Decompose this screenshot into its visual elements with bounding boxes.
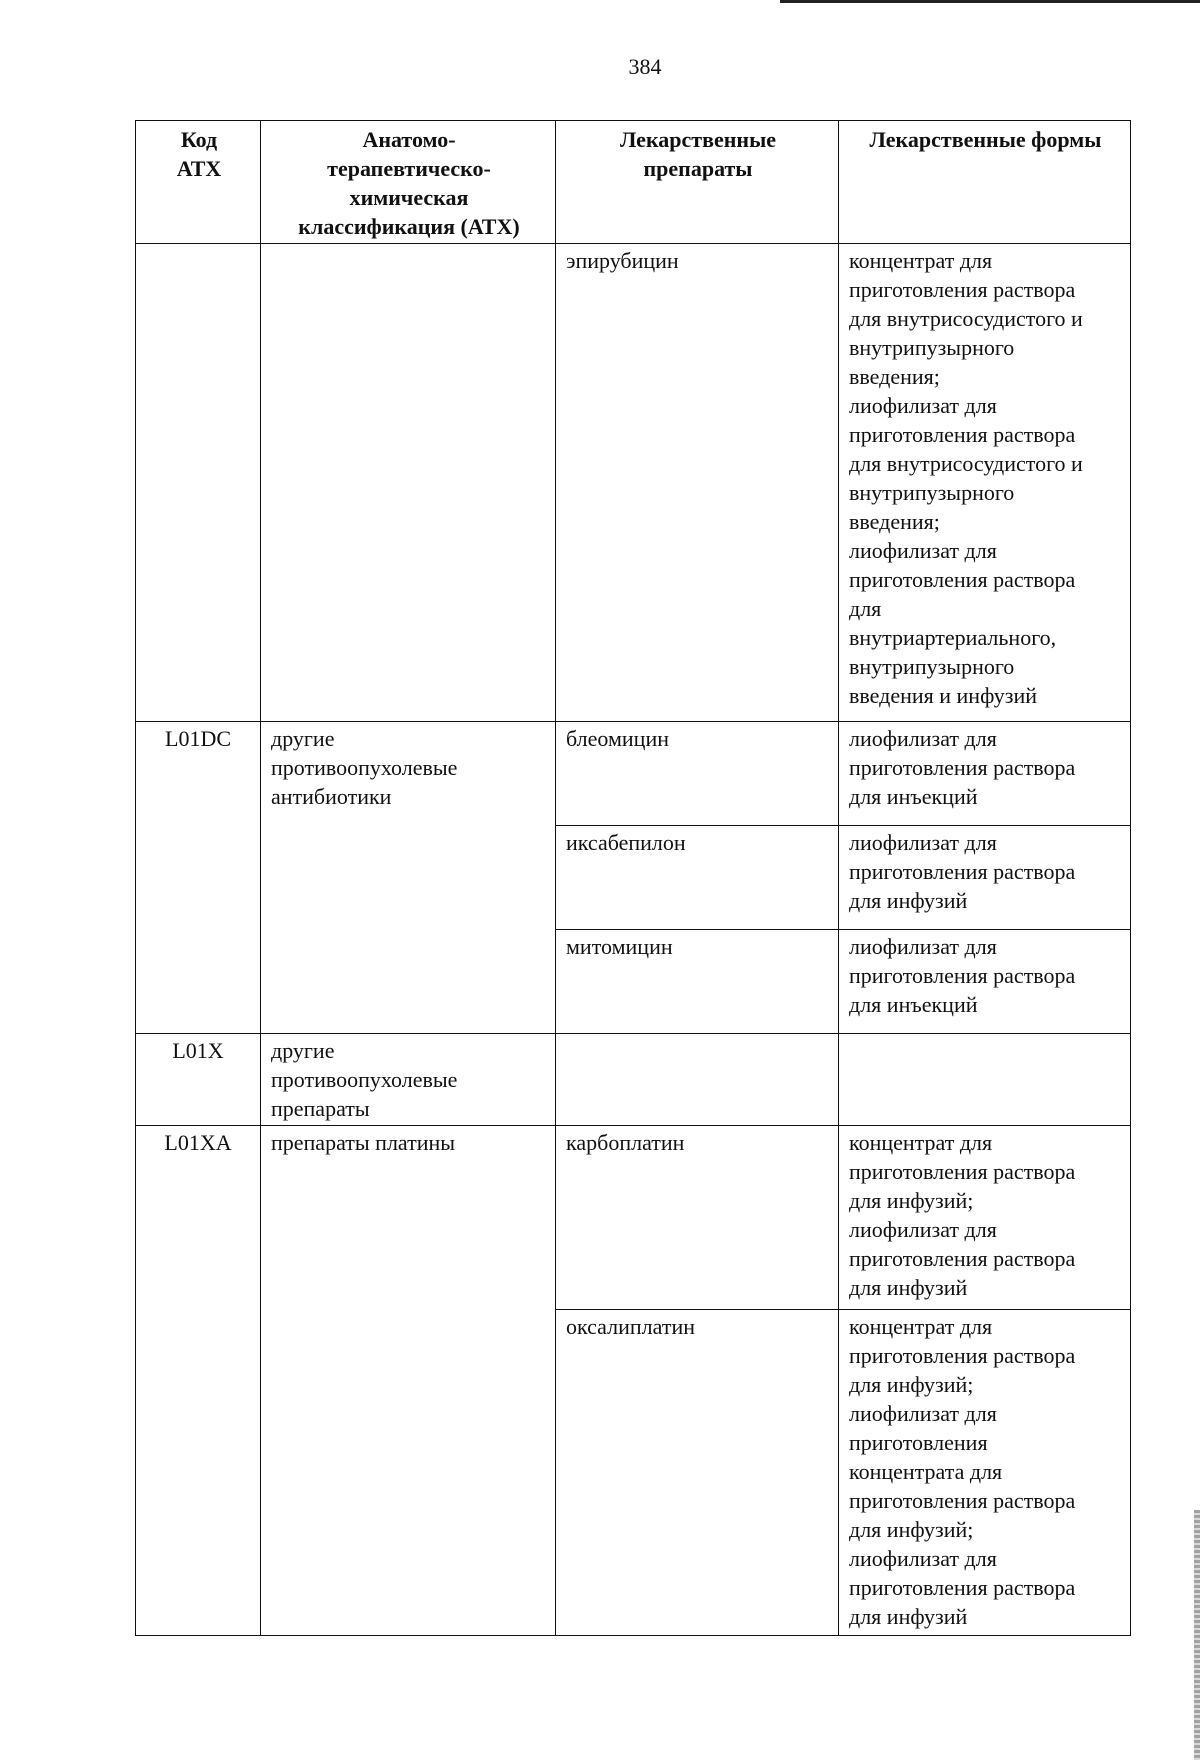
page-number: 384 xyxy=(628,54,662,79)
table-row xyxy=(136,1034,1131,1126)
header-code: Код АТХ xyxy=(136,121,261,244)
drug-cell: иксабепилон xyxy=(556,826,839,930)
table-header-row xyxy=(136,121,1131,244)
header-classification: Анатомо- терапевтическо- химическая классификация (АТХ) xyxy=(261,121,556,244)
atx-code-cell xyxy=(136,244,261,722)
drug-cell: эпирубицин xyxy=(556,244,839,722)
atx-classification-table xyxy=(135,120,1131,1636)
dosage-forms-cell: концентрат для приготовления раствора для инфузий; лиофилизат для приготовления раствора для инфузий xyxy=(839,1126,1131,1310)
classification-cell: другие противоопухолевые препараты xyxy=(261,1034,556,1126)
dosage-forms-cell: концентрат для приготовления раствора для внутрисосудистого и внутрипузырного введения; лиофилизат для приготовления раствора для внутрисосудистого и внутрипузырного введения; лиофилизат для приготовления раствора для внутриартериального, внутрипузырного введения и инфузий xyxy=(839,244,1131,722)
drug-cell: оксалиплатин xyxy=(556,1310,839,1636)
drug-cell: митомицин xyxy=(556,930,839,1034)
dosage-forms-cell: лиофилизат для приготовления раствора для инъекций xyxy=(839,930,1131,1034)
dosage-forms-cell xyxy=(839,1034,1131,1126)
classification-cell: препараты платины xyxy=(261,1126,556,1636)
drug-cell: блеомицин xyxy=(556,722,839,826)
header-drugs: Лекарственные препараты xyxy=(556,121,839,244)
table-row xyxy=(136,244,1131,722)
table-row xyxy=(136,722,1131,826)
classification-cell xyxy=(261,244,556,722)
atx-code-cell: L01X xyxy=(136,1034,261,1126)
drug-cell xyxy=(556,1034,839,1126)
atx-code-cell: L01DC xyxy=(136,722,261,1034)
scan-binding-edge xyxy=(1194,1510,1200,1760)
table-row xyxy=(136,1126,1131,1310)
atx-code-cell: L01XA xyxy=(136,1126,261,1636)
dosage-forms-cell: лиофилизат для приготовления раствора для инфузий xyxy=(839,826,1131,930)
dosage-forms-cell: лиофилизат для приготовления раствора для инъекций xyxy=(839,722,1131,826)
top-border-line xyxy=(780,0,1200,3)
classification-cell: другие противоопухолевые антибиотики xyxy=(261,722,556,1034)
header-forms: Лекарственные формы xyxy=(839,121,1131,244)
drug-cell: карбоплатин xyxy=(556,1126,839,1310)
dosage-forms-cell: концентрат для приготовления раствора для инфузий; лиофилизат для приготовления концентрата для приготовления раствора для инфузий; лиофилизат для приготовления раствора для инфузий xyxy=(839,1310,1131,1636)
